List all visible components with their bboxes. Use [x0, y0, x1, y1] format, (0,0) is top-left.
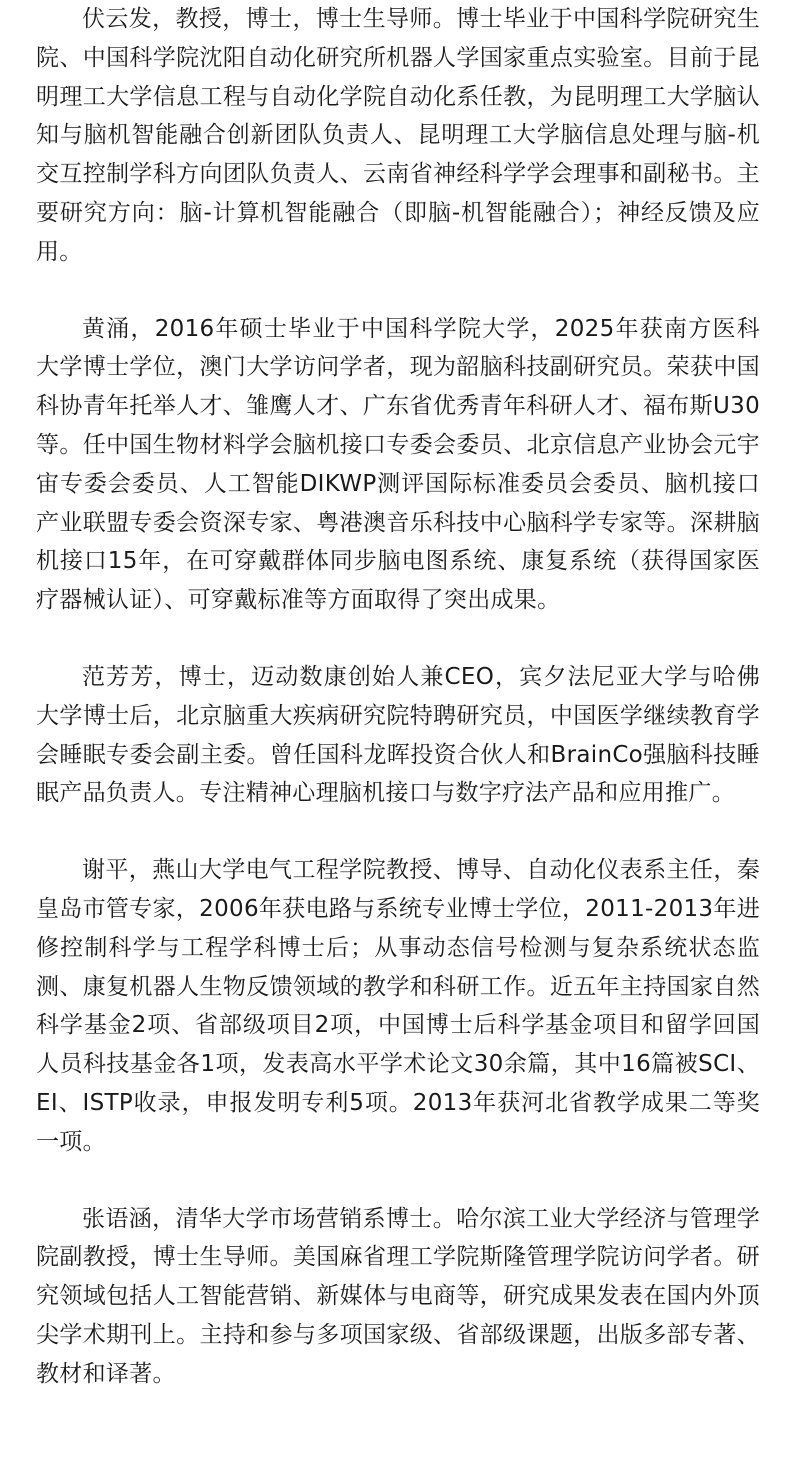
- bio-zhang-yuhan: 张语涵，清华大学市场营销系博士。哈尔滨工业大学经济与管理学院副教授，博士生导师。美国麻省理工学院斯隆管理学院访问学者。研究领域包括人工智能营销、新媒体与电商等，研究成果发表在国内外顶尖学术期刊上。主持和参与多项国家级、省部级课题，出版多部专著、教材和译著。: [36, 1205, 760, 1387]
- bio-huang-yong: 黄涌，2016年硕士毕业于中国科学院大学，2025年获南方医科大学博士学位，澳门大学访问学者，现为韶脑科技副研究员。荣获中国科协青年托举人才、雏鹰人才、广东省优秀青年科研人才、福布斯U30等。任中国生物材料学会脑机接口专委会委员、北京信息产业协会元宇宙专委会委员、人工智能DIKWP测评国际标准委员会委员、脑机接口产业联盟专委会资深专家、粤港澳音乐科技中心脑科学专家等。深耕脑机接口15年，在可穿戴群体同步脑电图系统、康复系统（获得国家医疗器械认证）、可穿戴标准等方面取得了突出成果。: [36, 315, 760, 614]
- bio-xie-ping: 谢平，燕山大学电气工程学院教授、博导、自动化仪表系主任，秦皇岛市管专家，2006年获电路与系统专业博士学位，2011-2013年进修控制科学与工程学科博士后；从事动态信号检测与复杂系统状态监测、康复机器人生物反馈领域的教学和科研工作。近五年主持国家自然科学基金2项、省部级项目2项，中国博士后科学基金项目和留学回国人员科技基金各1项，发表高水平学术论文30余篇，其中16篇被SCI、EI、ISTP收录，申报发明专利5项。2013年获河北省教学成果二等奖一项。: [36, 857, 760, 1155]
- bio-list: [36, 0, 760, 1432]
- bio-fu-yunfa: 伏云发，教授，博士，博士生导师。博士毕业于中国科学院研究生院、中国科学院沈阳自动化研究所机器人学国家重点实验室。目前于昆明理工大学信息工程与自动化学院自动化系任教，为昆明理工大学脑认知与脑机智能融合创新团队负责人、昆明理工大学脑信息处理与脑-机交互控制学科方向团队负责人、云南省神经科学学会理事和副秘书。主要研究方向：脑-计算机智能融合（即脑-机智能融合）；神经反馈及应用。: [36, 6, 760, 265]
- bio-fan-fangfang: 范芳芳，博士，迈动数康创始人兼CEO，宾夕法尼亚大学与哈佛大学博士后，北京脑重大疾病研究院特聘研究员，中国医学继续教育学会睡眠专委会副主委。曾任国科龙晖投资合伙人和BrainCo强脑科技睡眠产品负责人。专注精神心理脑机接口与数字疗法产品和应用推广。: [36, 663, 760, 807]
